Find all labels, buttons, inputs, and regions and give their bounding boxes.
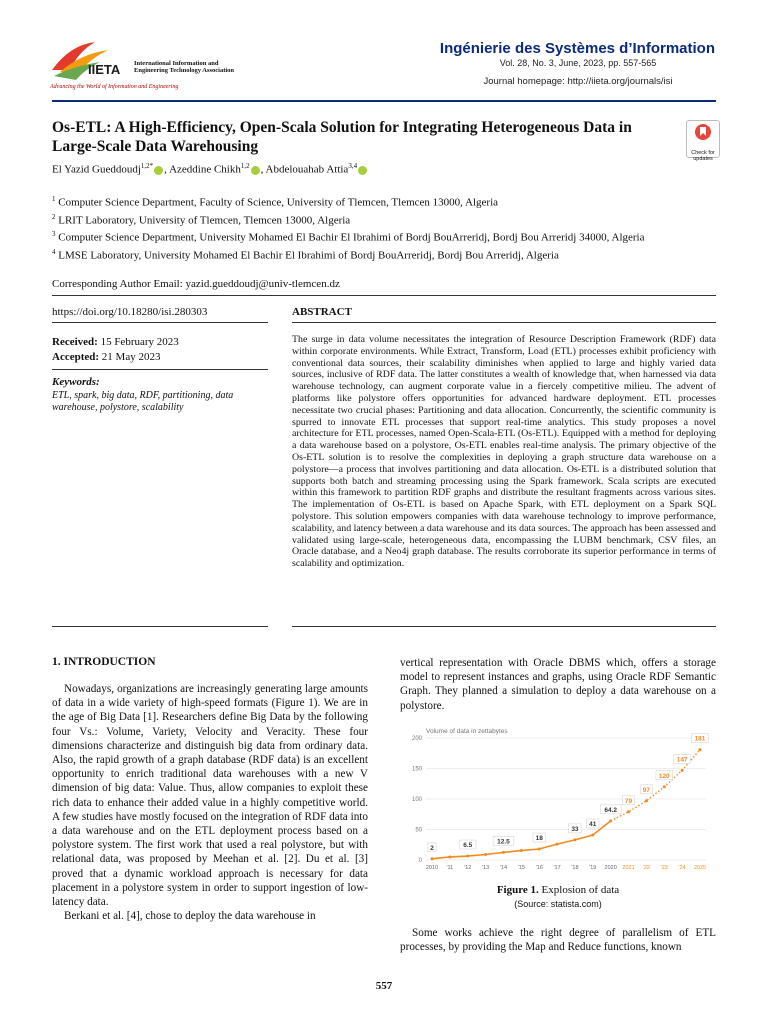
abstract-body: The surge in data volume necessitates the integration of Resource Description Framework (RDF) data within corporate environments. While Extract, Transform, Load (ETL) processes exhibit proficiency with conventional data sources, their scalability diminishes when applied to large and highly varied data sources, inclusive of RDF data. The latter constitutes a wealth of knowledge that, when harnessed via data warehouse technology, can augment corporate value in a fiercely competitive milieu. The advent of platforms like polystore offers opportunities for advanced hardware deployment. ETL processes necessitate two crucial phases: Partitioning and data allocation. Concurrently, the scientific community is spurred to innovate ETL processes that support real-time analytics. This study proposes a novel architecture for ETL processes, named Open-Scala-ETL (Os-ETL). Equipped with a method for deploying a data warehouse based on a polystore, Os-ETL enables real-time analysis. The primary objective of the Os-ETL solution is to resolve the complexities in deploying a graph structure data warehouse on a polystore—a process that involves partitioning and data allocation. Os-ETL is a distributed solution that supports both batch and streaming processing using the Spark framework. Scala scripts are executed within this framework to partition RDF graphs and distribute the resultant fragments across various sites. The implementation of Os-ETL is based on Apache Spark, with ETL deployment on a Spark SQL polystore. This solution empowers companies with data warehouse technology to improve performance, scalability, and latency between a data warehouse and its data sources. The approach has been assessed and validated using large-scale, heterogeneous data, encompassing the LUBM benchmark, CSV files, an Oracle database, and a Neo4j graph database. The results corroborate its superior performance in terms of scalability and optimization. — [292, 334, 716, 570]
divider — [52, 369, 268, 370]
received-date: 15 February 2023 — [100, 336, 179, 348]
y-tick-label: 100 — [411, 797, 422, 803]
author-3: Abdelouahab Attia — [265, 163, 349, 176]
paragraph: Nowadays, organizations are increasingly generating large amounts of data in a wide variety of high-speed formats (Figure 1). We are in the age of Big Data [1]. Researchers define Big Data by the following four Vs.: Volume, Variety, Velocity and Veracity. These four dimensions characterize and distinguish big data from ordinary data. Also, the rapid growth of a graph database (RDF data) is an excellent opportunity to enrich traditional data warehouses with a new V dimension of big data: Value. Thus, allow companies to exploit these rich data to enhance their added value in a highly competitive world. A few studies have mostly focused on the integration of RDF data into a data warehouse and on the ETL deployment process based on a polystore system. The first work that used a real polystore, but with relational data, was proposed by Meehan et al. [2]. Du et al. [3] proved that a dynamic workload approach is necessary for data placement in a polystore system in order to support ingestion of low-latency data. — [52, 683, 368, 909]
divider — [52, 626, 268, 627]
data-point — [645, 799, 648, 802]
data-point — [502, 851, 505, 854]
x-axis — [426, 865, 706, 871]
received-label: Received: — [52, 336, 98, 348]
journal-title: Ingénierie des Systèmes d’Information — [439, 40, 715, 57]
data-point — [520, 849, 523, 852]
data-label: 12.5 — [497, 838, 510, 846]
paragraph: vertical representation with Oracle DBMS which, offers a storage model to represent instances and graphs, using Oracle RDF Semantic Graph. They planned a simulation to deploy a data warehouse on a polystore. — [400, 657, 716, 712]
logo-org-name: International Information and Engineering Technology Association — [134, 60, 235, 74]
data-point — [609, 819, 612, 822]
y-tick-label: 200 — [411, 736, 422, 742]
x-tick-label: 2020 — [604, 865, 617, 871]
author-3-sup: 3,4 — [348, 162, 358, 170]
orcid-icon[interactable] — [251, 166, 260, 175]
data-point — [431, 857, 434, 860]
x-tick-label: 2025 — [693, 865, 707, 871]
abstract-heading: ABSTRACT — [292, 306, 352, 318]
author-2: Azeddine Chikh — [169, 163, 241, 176]
x-tick-label: '17 — [553, 865, 561, 871]
doi-link[interactable]: https://doi.org/10.18280/isi.280303 — [52, 306, 208, 318]
x-tick-label: '13 — [482, 865, 490, 871]
affiliation-4: $^4$ LMSE Laboratory, University Mohamed El Bachir El Ibrahimi of Bordj BouArreridj, Bordj Bou Arreridj, Algeria — [52, 247, 559, 262]
y-tick-label: 50 — [415, 827, 422, 834]
data-label: 147 — [676, 756, 688, 764]
divider — [292, 626, 716, 627]
divider — [52, 295, 716, 296]
data-label: 181 — [694, 735, 706, 743]
orcid-icon[interactable] — [154, 166, 163, 175]
right-column-bottom — [400, 926, 716, 954]
x-tick-label: '19 — [589, 865, 597, 871]
x-tick-label: 2021 — [622, 865, 635, 871]
data-label: 6.5 — [463, 842, 473, 850]
data-point — [591, 833, 594, 836]
y-tick-label: 0 — [418, 858, 422, 864]
paper-title: Os-ETL: A High-Efficiency, Open-Scala Solution for Integrating Heterogeneous Data in Large-Scale Data Warehousing — [52, 119, 632, 155]
divider — [292, 322, 716, 323]
x-tick-label: '15 — [517, 865, 525, 871]
check-updates-label: Check for updates — [691, 150, 715, 162]
chart-title: Volume of data in zettabytes — [426, 728, 508, 735]
chart-labels — [428, 734, 708, 852]
data-point — [466, 855, 469, 858]
author-2-sup: 1,2 — [240, 162, 250, 170]
author-1-sup: 1,2* — [140, 162, 154, 170]
x-tick-label: '18 — [571, 865, 579, 871]
data-point — [681, 769, 684, 772]
paragraph: Berkani et al. [4], chose to deploy the data warehouse in — [64, 910, 316, 923]
logo-acronym: IIETA — [88, 62, 121, 77]
keywords-heading: Keywords: — [52, 376, 100, 388]
y-tick-label: 150 — [411, 766, 422, 773]
data-label: 64.2 — [604, 806, 617, 814]
figure-source: (Source: statista.com) — [514, 899, 602, 909]
affiliation-3: $^3$ Computer Science Department, University Mohamed El Bachir El Ibrahimi of Bordj BouArreridj, Bordj Bou Arreridj 34000, Algeria — [52, 230, 645, 244]
affiliations — [52, 192, 716, 263]
x-tick-label: '22 — [642, 865, 650, 871]
left-column — [52, 682, 368, 923]
x-tick-label: '12 — [464, 865, 472, 871]
author-1: El Yazid Gueddoudj — [52, 163, 141, 176]
data-label: 79 — [624, 797, 633, 805]
journal-homepage[interactable]: Journal homepage: http://iieta.org/journals/isi — [483, 76, 673, 87]
data-point — [484, 853, 487, 856]
y-axis — [412, 736, 423, 864]
logo-tagline: Advancing the World of Information and Engineering — [50, 84, 179, 90]
authors: El Yazid Gueddoudj$^{1,2*}$ , Azeddine Chikh$^{1,2}$ , Abdelouahab Attia$^{3,4}$ — [52, 162, 652, 176]
x-tick-label: '14 — [499, 865, 508, 871]
x-tick-label: '11 — [446, 865, 454, 871]
data-point — [699, 748, 702, 751]
check-updates-icon — [687, 121, 719, 145]
divider — [52, 322, 268, 323]
series-line-actual — [432, 821, 611, 859]
header-rule — [52, 100, 716, 102]
data-volume-chart — [400, 720, 716, 872]
orcid-icon[interactable] — [358, 166, 367, 175]
data-label: 41 — [589, 820, 597, 828]
figure-caption: Figure 1. Explosion of data — [496, 884, 620, 896]
right-column-top — [400, 656, 716, 713]
x-tick-label: 2010 — [425, 865, 439, 871]
accepted-label: Accepted: — [52, 351, 100, 363]
check-updates-badge[interactable] — [686, 120, 720, 162]
data-label: 120 — [658, 772, 670, 780]
x-tick-label: '23 — [660, 865, 668, 871]
data-label: 97 — [642, 786, 651, 794]
x-tick-label: '16 — [535, 865, 543, 871]
data-label: 2 — [430, 844, 434, 852]
iieta-logo — [50, 40, 240, 92]
page-number: 557 — [375, 980, 393, 992]
affiliation-1: $^1$ Computer Science Department, Faculty of Science, University of Tlemcen, Tlemcen 13000, Algeria — [52, 195, 499, 209]
dates — [52, 335, 179, 365]
data-point — [538, 848, 541, 851]
section-heading: 1. INTRODUCTION — [52, 656, 156, 668]
corresponding-author: Corresponding Author Email: yazid.gueddoudj@univ-tlemcen.dz — [52, 278, 340, 290]
affiliation-2: $^2$ LRIT Laboratory, University of Tlemcen, Tlemcen 13000, Algeria — [52, 212, 351, 227]
accepted-date: 21 May 2023 — [101, 351, 161, 363]
data-label: 33 — [571, 825, 579, 833]
data-point — [448, 855, 451, 858]
data-point — [663, 785, 666, 788]
data-point — [556, 843, 559, 846]
paragraph: Some works achieve the right degree of parallelism of ETL processes, by providing the Map and Reduce functions, known — [400, 927, 716, 954]
data-point — [573, 838, 576, 841]
keywords: ETL, spark, big data, RDF, partitioning, data warehouse, polystore, scalability — [52, 390, 234, 413]
data-label: 18 — [535, 835, 543, 843]
data-point — [627, 810, 630, 813]
x-tick-label: '24 — [678, 865, 686, 871]
journal-volume: Vol. 28, No. 3, June, 2023, pp. 557-565 — [499, 58, 657, 68]
